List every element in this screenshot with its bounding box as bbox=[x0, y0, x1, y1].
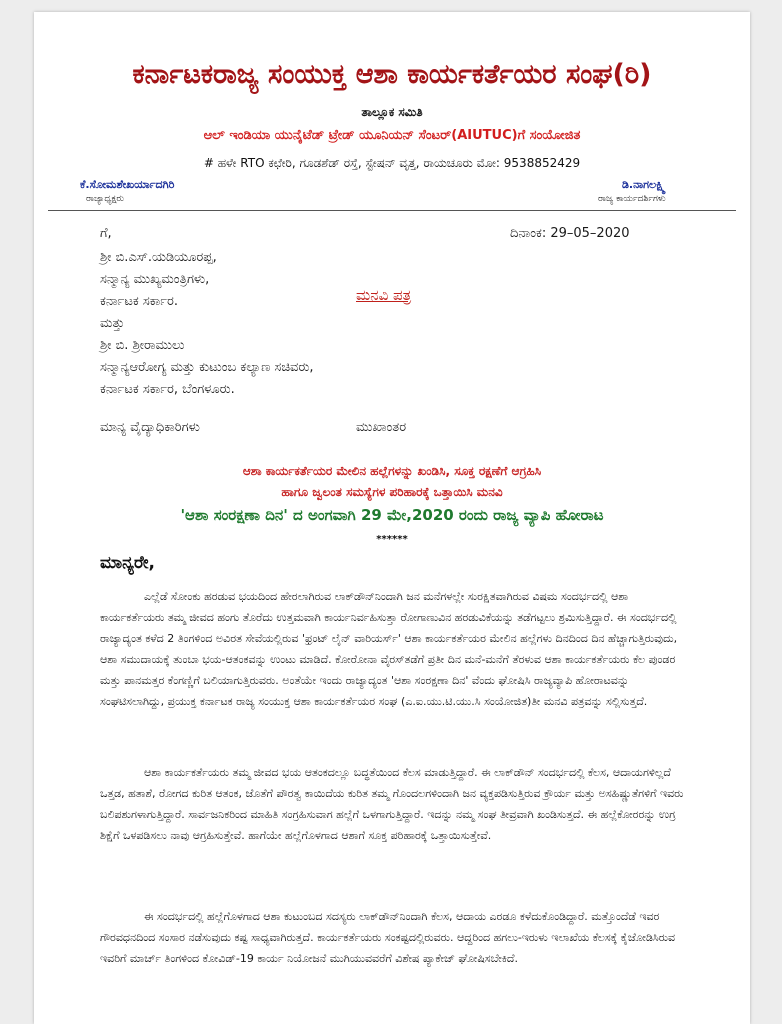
recipient-line: ಕರ್ನಾಟಕ ಸರ್ಕಾರ, ಬೆಂಗಳೂರು. bbox=[100, 382, 235, 397]
recipient-line: ಶ್ರೀ ಬಿ. ಶ್ರೀರಾಮುಲು bbox=[100, 338, 185, 353]
subject-line-2: ಹಾಗೂ ಜ್ವಲಂತ ಸಮಸ್ಯೆಗಳ ಪರಿಹಾರಕ್ಕೆ ಒತ್ತಾಯಿಸಿ ಮನವಿ bbox=[281, 485, 503, 499]
committee-label: ತಾಲ್ಲೂಕ ಸಮಿತಿ bbox=[361, 105, 423, 119]
body-paragraph: ಆಶಾ ಕಾರ್ಯಕರ್ತೆಯರು ತಮ್ಮ ಜೀವದ ಭಯ ಆತಂಕದಲ್ಲೂ ಬದ್ಧತೆಯಿಂದ ಕೆಲಸ ಮಾಡುತ್ತಿದ್ದಾರೆ. ಈ ಲಾಕ್‌ಡೌನ್ ಸಂದರ್ಭದಲ್ಲಿ ಕೆಲಸ, ಆದಾಯಗಳಿಲ್ಲದೆ ಒತ್ತಡ, ಹತಾಶೆ, ರೋಗದ ಕುರಿತ ಆತಂಕ, ಜೊತೆಗೆ ಪೌರತ್ವ ಕಾಯಿದೆಯ ಕುರಿತ ತಮ್ಮ ಗೊಂದಲಗಳಿಂದಾಗಿ ಜನ ವ್ಯಕ್ತಪಡಿಸುತ್ತಿರುವ ಕ್ರೌರ್ಯ ಮತ್ತು ಅಸಹಿಷ್ಣುತೆಗಳಿಗೆ ಇವರು ಬಲಿಪಶುಗಳಾಗುತ್ತಿದ್ದಾರೆ. ಸಾರ್ವಜನಿಕರಿಂದ ಮಾಹಿತಿ ಸಂಗ್ರಹಿಸುವಾಗ ಹಲ್ಲೆಗೆ ಒಳಗಾಗುತ್ತಿದ್ದಾರೆ. ಇದನ್ನು ನಮ್ಮ ಸಂಘ ತೀವ್ರವಾಗಿ ಖಂಡಿಸುತ್ತದೆ. ಈ ಹಲ್ಲೆಕೋರರನ್ನು ಉಗ್ರ ಶಿಕ್ಷೆಗೆ ಒಳಪಡಿಸಲು ನಾವು ಆಗ್ರಹಿಸುತ್ತೇವೆ. ಹಾಗೆಯೇ ಹಲ್ಲೆಗೊಳಗಾದ ಆಶಾಗೆ ಸೂಕ್ತ ಪರಿಹಾರಕ್ಕೆ ಒತ್ತಾಯಿಸುತ್ತೇವೆ. bbox=[100, 766, 684, 843]
organization-title: ಕರ್ನಾಟಕರಾಜ್ಯ ಸಂಯುಕ್ತ ಆಶಾ ಕಾರ್ಯಕರ್ತೆಯರ ಸಂಘ(ರಿ) bbox=[132, 59, 652, 90]
via-label: ಮುಖಾಂತರ bbox=[356, 420, 407, 435]
salutation: ಮಾನ್ಯರೇ, bbox=[100, 553, 155, 573]
via-officers: ಮಾನ್ಯ ವೈದ್ಯಾಧಿಕಾರಿಗಳು bbox=[100, 420, 200, 435]
separator-stars: ****** bbox=[376, 534, 408, 545]
recipient-line: ಕರ್ನಾಟಕ ಸರ್ಕಾರ. bbox=[100, 294, 178, 309]
recipient-line: ಮತ್ತು bbox=[100, 316, 125, 331]
recipient-line: ಸನ್ಮಾನ್ಯ ಮುಖ್ಯಮಂತ್ರಿಗಳು, bbox=[100, 272, 210, 287]
header-divider bbox=[48, 210, 736, 211]
president-name: ಕೆ.ಸೋಮಶೇಖರ್ಯಾದಗಿರಿ bbox=[80, 178, 175, 191]
secretary-role: ರಾಜ್ಯ ಕಾರ್ಯದರ್ಶಿಗಳು bbox=[598, 194, 666, 204]
address-line: # ಹಳೇ RTO ಕಛೇರಿ, ಗೂಡಶೆಡ್ ರಸ್ತೆ, ಸ್ಟೇಷನ್ ವೃತ್ತ, ರಾಯಚೂರು ಮೋ: 9538852429 bbox=[203, 156, 581, 170]
to-label: ಗೆ, bbox=[100, 226, 112, 241]
memo-title: ಮನವಿ ಪತ್ರ bbox=[356, 286, 412, 304]
letter-date: ದಿನಾಂಕ: 29–05–2020 bbox=[510, 226, 630, 241]
president-role: ರಾಜ್ಯಾಧ್ಯಕ್ಷರು bbox=[86, 194, 124, 204]
secretary-name: ಡಿ.ನಾಗಲಕ್ಷ್ಮಿ bbox=[622, 178, 666, 191]
affiliation-line: ಆಲ್ ಇಂಡಿಯಾ ಯುನೈಟೆಡ್ ಟ್ರೇಡ್ ಯೂನಿಯನ್ ಸೆಂಟರ್(AIUTUC)ಗೆ ಸಂಯೋಜಿತ bbox=[203, 128, 581, 143]
subject-line-1: ಆಶಾ ಕಾರ್ಯಕರ್ತೆಯರ ಮೇಲಿನ ಹಲ್ಲೆಗಳನ್ನು ಖಂಡಿಸಿ, ಸೂಕ್ತ ರಕ್ಷಣೆಗೆ ಆಗ್ರಹಿಸಿ bbox=[242, 464, 542, 478]
body-paragraph: ಈ ಸಂದರ್ಭದಲ್ಲಿ ಹಲ್ಲೆಗೊಳಗಾದ ಆಶಾ ಕುಟುಂಬದ ಸದಸ್ಯರು ಲಾಕ್‌ಡೌನ್‌ನಿಂದಾಗಿ ಕೆಲಸ, ಆದಾಯ ಎರಡೂ ಕಳೆದುಕೊಂಡಿದ್ದಾರೆ. ಮತ್ತೊಂದೆಡೆ ಇವರ ಗೌರವಧನದಿಂದ ಸಂಸಾರ ನಡೆಸುವುದು ಕಷ್ಟ ಸಾಧ್ಯವಾಗಿರುತ್ತದೆ. ಕಾರ್ಯಕರ್ತೆಯರು ಸಂಕಷ್ಟದಲ್ಲಿರುವರು. ಆದ್ದರಿಂದ ಹಗಲು-ಇರುಳು ಇಲಾಖೆಯ ಕೆಲಸಕ್ಕೆ ಕೈಜೋಡಿಸಿರುವ ಇವರಿಗೆ ಮಾರ್ಚ್ ತಿಂಗಳಿಂದ ಕೋವಿಡ್-19 ಕಾರ್ಯ ನಿಯೋಜನೆ ಮುಗಿಯುವವರೆಗೆ ವಿಶೇಷ ಪ್ಯಾಕೇಜ್ ಘೋಷಿಸಬೇಕಿದೆ. bbox=[100, 910, 676, 966]
document-page bbox=[34, 12, 750, 1024]
body-paragraph: ಎಲ್ಲೆಡೆ ಸೋಂಕು ಹರಡುವ ಭಯದಿಂದ ಹೇರಲಾಗಿರುವ ಲಾಕ್‌ಡೌನ್‌ನಿಂದಾಗಿ ಜನ ಮನೆಗಳಲ್ಲೇ ಸುರಕ್ಷಿತವಾಗಿರುವ ವಿಷಮ ಸಂದರ್ಭದಲ್ಲಿ ಆಶಾ ಕಾರ್ಯಕರ್ತೆಯರು ತಮ್ಮ ಜೀವದ ಹಂಗು ತೊರೆದು ಉತ್ತಮವಾಗಿ ಕಾರ್ಯನಿರ್ವಹಿಸುತ್ತಾ ರೋಗಾಣುವಿನ ಹರಡುವಿಕೆಯನ್ನು ತಡೆಗಟ್ಟಲು ಶ್ರಮಿಸುತ್ತಿದ್ದಾರೆ. ಈ ಸಂದರ್ಭದಲ್ಲಿ ರಾಜ್ಯಾದ್ಯಂತ ಕಳೆದ 2 ತಿಂಗಳಿಂದ ಅವಿರತ ಸೇವೆಯಲ್ಲಿರುವ 'ಫ್ರಂಟ್ ಲೈನ್ ವಾರಿಯರ್ಸ್' ಆಶಾ ಕಾರ್ಯಕರ್ತೆಯರ ಮೇಲಿನ ಹಲ್ಲೆಗಳು ದಿನದಿಂದ ದಿನ ಹೆಚ್ಚಾಗುತ್ತಿರುವುದು, ಆಶಾ ಸಮುದಾಯಕ್ಕೆ ತುಂಬಾ ಭಯ-ಆತಂಕವನ್ನು ಉಂಟು ಮಾಡಿದೆ. ಕೋರೋನಾ ವೈರಸ್‌ತಡೆಗೆ ಪ್ರತೀ ದಿನ ಮನೆ-ಮನೆಗೆ ತೆರಳುವ ಆಶಾ ಕಾರ್ಯಕರ್ತೆಯರು ಕೆಲ ಪುಂಡರ ಮತ್ತು ಪಾನಮತ್ತರ ಕೆಂಗಣ್ಣಿಗೆ ಬಲಿಯಾಗುತ್ತಿರುವರು. ಅಂತೆಯೇ ಇಂದು ರಾಜ್ಯಾದ್ಯಂತ 'ಆಶಾ ಸಂರಕ್ಷಣಾ ದಿನ' ವೆಂದು ಘೋಷಿಸಿ ರಾಜ್ಯವ್ಯಾಪಿ ಹೋರಾಟವನ್ನು ಸಂಘಟಿಸಲಾಗಿದ್ದು, ಪ್ರಯುಕ್ತ ಕರ್ನಾಟಕ ರಾಜ್ಯ ಸಂಯುಕ್ತ ಆಶಾ ಕಾರ್ಯಕರ್ತೆಯರ ಸಂಘ (ಎ.ಐ.ಯು.ಟಿ.ಯು.ಸಿ ಸಂಯೋಜಿತ)ತೀ ಮನವಿ ಪತ್ರವನ್ನು ಸಲ್ಲಿಸುತ್ತದೆ. bbox=[100, 590, 678, 709]
recipient-line: ಸನ್ಮಾನ್ಯಆರೋಗ್ಯ ಮತ್ತು ಕುಟುಂಬ ಕಲ್ಯಾಣ ಸಚಿವರು, bbox=[100, 360, 314, 375]
recipient-line: ಶ್ರೀ ಬಿ.ಎಸ್.ಯಡಿಯೂರಪ್ಪ, bbox=[100, 250, 217, 265]
subject-line-3: 'ಆಶಾ ಸಂರಕ್ಷಣಾ ದಿನ' ದ ಅಂಗವಾಗಿ 29 ಮೇ,2020 ರಂದು ರಾಜ್ಯ ವ್ಯಾಪಿ ಹೋರಾಟ bbox=[180, 506, 604, 524]
